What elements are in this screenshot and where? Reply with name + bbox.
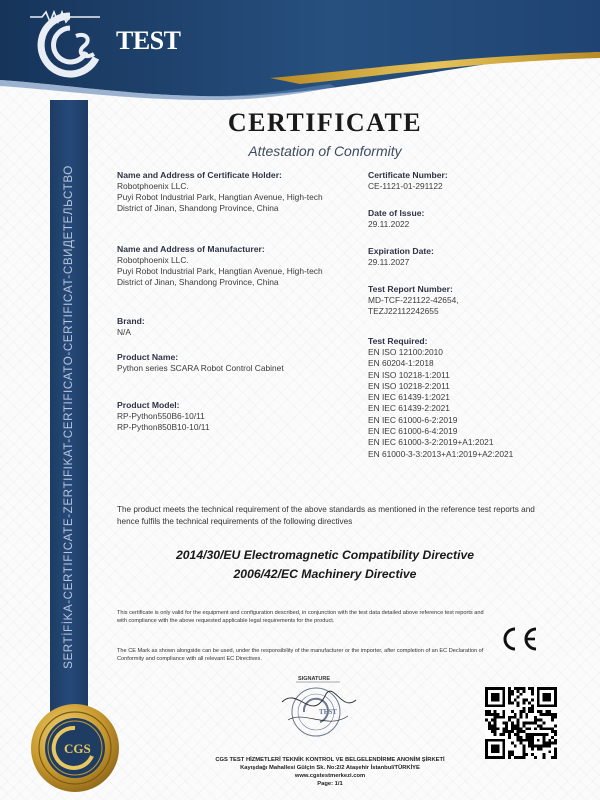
issue-date-value: 29.11.2022 [368, 219, 410, 229]
expiration-date-label: Expiration Date: [368, 246, 434, 256]
standard-item: EN IEC 61000-6-2:2019 [368, 414, 458, 425]
certificate-number-section [368, 170, 448, 192]
ce-mark-icon [499, 626, 541, 652]
page-title: CERTIFICATE [227, 108, 423, 137]
manufacturer-line: Robotphoenix LLC. [117, 255, 189, 265]
test-report-line: TEZJ22112242655 [368, 306, 439, 316]
product-name-label: Product Name: [117, 352, 179, 362]
product-model-line: RP-Python850B10-10/11 [117, 422, 210, 432]
manufacturer-line: Puyi Robot Industrial Park, Hangtian Avenue, High-tech [117, 266, 323, 276]
standard-item: EN 60204-1:2018 [368, 358, 434, 369]
issue-date-section [368, 208, 424, 230]
directive-emc: 2014/30/EU Electromagnetic Compatibility Directive [175, 548, 475, 562]
test-required-section [368, 336, 513, 460]
validity-note: This certificate is only valid for the equipment and configuration described, in conjunction with the test data detailed above reference test reports and with compliance with the above requested applicable legal requirements for the product. [117, 610, 484, 624]
expiration-date-value: 29.11.2027 [368, 257, 410, 267]
standard-item: EN IEC 61000-6-4:2019 [368, 426, 458, 437]
stamp-text: TEST [319, 708, 337, 716]
standard-item: EN 61000-3-3:2013+A1:2019+A2:2021 [368, 448, 514, 459]
standard-item: EN ISO 12100:2010 [368, 347, 443, 357]
product-model-section [117, 400, 210, 433]
footer-address: Kayışdağı Mahallesi Gülçin Sk. No:2/2 Ataşehir İstanbul/TÜRKİYE [240, 765, 420, 771]
header-band [0, 0, 600, 100]
seal-text: CGS [64, 741, 91, 756]
footer-company: CGS TEST HİZMETLERİ TEKNİK KONTROL VE BELGELENDİRME ANONİM ŞİRKETİ [215, 757, 445, 763]
manufacturer-section [117, 244, 323, 288]
holder-line: Puyi Robot Industrial Park, Hangtian Avenue, High-tech [117, 192, 323, 202]
product-model-label: Product Model: [117, 400, 180, 410]
vertical-strip-text: SERTİFİKA-CERTIFICATE-ZERTIFIKAT-CERTIFICATO-CERTIFICAT-СВИДЕТЕЛЬСТВО [62, 165, 75, 669]
expiration-date-section [368, 246, 434, 268]
product-model-line: RP-Python550B6-10/11 [117, 411, 205, 421]
product-name-section [117, 352, 284, 374]
holder-section [117, 170, 323, 214]
brand-section [117, 316, 145, 338]
footer-website: www.cgstestmerkezi.com [294, 773, 366, 779]
certificate-number-label: Certificate Number: [368, 170, 448, 180]
footer-page: Page: 1/1 [317, 781, 343, 787]
holder-line: Robotphoenix LLC. [117, 181, 189, 191]
brand-label: Brand: [117, 316, 145, 326]
standard-item: EN ISO 10218-2:2011 [368, 380, 450, 391]
holder-line: District of Jinan, Shandong Province, China [117, 203, 279, 213]
directive-machinery: 2006/42/EC Machinery Directive [233, 567, 417, 581]
gold-seal [20, 690, 130, 800]
cgs-test-logo [30, 10, 210, 80]
holder-label: Name and Address of Certificate Holder: [117, 170, 282, 180]
page-subtitle: Attestation of Conformity [248, 143, 402, 159]
test-required-label: Test Required: [368, 336, 428, 346]
manufacturer-line: District of Jinan, Shandong Province, China [117, 277, 279, 287]
test-report-section [368, 284, 459, 317]
certificate-number-value: CE-1121-01-291122 [368, 181, 443, 191]
signature-label: SIGNATURE [298, 676, 330, 682]
brand-value: N/A [117, 327, 131, 337]
qr-code [485, 687, 557, 759]
standard-item: EN IEC 61439-2:2021 [368, 403, 450, 414]
issue-date-label: Date of Issue: [368, 208, 425, 218]
ce-mark-note: The CE Mark as shown alongside can be used, under the responsibility of the manufacturer or the importer, after completion of an EC Declaration of Conformity and compliance with all relevant EC Directives. [117, 648, 484, 662]
conformity-statement: The product meets the technical requirement of the above standards as mentioned in the reference test reports and hence fulfils the technical requirements of the following directives [117, 505, 535, 526]
logo-text: TEST [116, 26, 181, 55]
standard-item: EN ISO 10218-1:2011 [368, 369, 450, 380]
manufacturer-label: Name and Address of Manufacturer: [117, 244, 265, 254]
footer [160, 756, 500, 788]
signature-stamp [268, 672, 366, 742]
product-name-value: Python series SCARA Robot Control Cabinet [117, 363, 284, 373]
standard-item: EN IEC 61439-1:2021 [368, 392, 450, 403]
test-report-line: MD-TCF-221122-42654, [368, 295, 459, 305]
standard-item: EN IEC 61000-3-2:2019+A1:2021 [368, 437, 494, 448]
test-report-label: Test Report Number: [368, 284, 453, 294]
wave-icon [30, 10, 100, 24]
